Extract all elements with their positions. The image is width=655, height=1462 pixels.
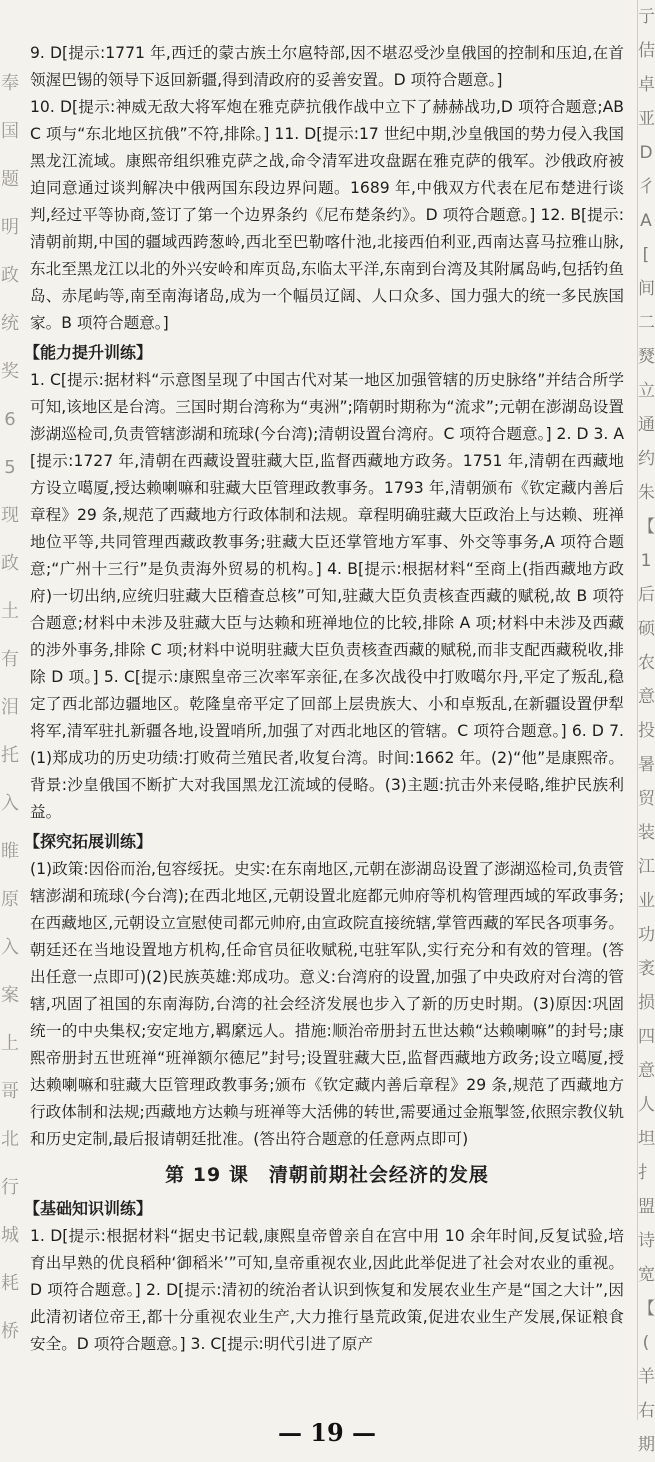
right-edge-char: 暑 [638,755,655,775]
right-edge-char: 通 [638,415,655,435]
right-edge-char: 扌 [638,1163,655,1183]
right-edge-char: 约 [638,449,655,469]
left-edge-char: 土 [1,601,19,622]
right-edge-char: 后 [638,585,655,605]
left-edge-char: 政 [1,553,19,574]
right-edge-char: 投 [638,721,655,741]
right-edge-char: 盟 [638,1197,655,1217]
right-edge-char: 贸 [638,789,655,809]
section-heading-basic: 【基础知识训练】 [24,1199,153,1218]
left-edge-char: 奉 [1,73,19,94]
right-edge-char: D [639,143,653,163]
right-page-edge [637,0,655,1455]
right-edge-char: 业 [638,891,655,911]
left-edge-char: 城 [1,1225,19,1246]
right-edge-char: [ [642,245,650,265]
left-edge-char: 耗 [1,1273,19,1294]
left-edge-char: 北 [1,1129,19,1150]
right-edge-char: 1 [640,551,652,571]
section-heading-ability: 【能力提升训练】 [24,343,153,362]
right-edge-char: 硕 [638,619,655,639]
right-edge-char: 损 [638,993,655,1013]
right-edge-char: 意 [638,1061,655,1081]
left-edge-char: 上 [1,1033,19,1054]
left-edge-char: 5 [4,457,16,478]
right-edge-char: 卓 [638,75,655,95]
section-explore-text: (1)政策:因俗而治,包容绥抚。史实:在东南地区,元朝在澎湖岛设置了澎湖巡检司,负责管辖澎湖和琉球(今台湾);在西北地区,元朝设置北庭都元帅府等机构管理西域的军政事务;在西藏地区,元朝设立宣慰使司都元帅府,由宣政院直接统辖,掌管西藏的军民各项事务。朝廷还在当地设置地方机构,任命官员征收赋税,屯驻军队,实行充分和有效的管理。(答出任意一点即可)(2)民族英雄:郑成功。意义:台湾府的设置,加强了中央政府对台湾的管辖,巩固了祖国的东南海防,台湾的社会经济发展也步入了新的历史时期。(3)原因:巩固统一的中央集权;安定地方,羁縻远人。措施:顺治帝册封五世达赖“达赖喇嘛”的封号;康熙帝册封五世班禅“班禅额尔德尼”封号;设置驻藏大臣,监督西藏地方政务;设立噶厦,授达赖喇嘛和驻藏大臣管理政教事务;颁布《钦定藏内善后章程》29 条,规范了西藏地方行政体制和法规;西藏地方达赖与班禅等大活佛的转世,需要通过金瓶掣签,依照宗教仪轨和历史定制,最后报请朝廷批准。(答出符合题意的任意两点即可) [30,860,624,1148]
left-edge-char: 有 [1,649,19,670]
left-page-edge [0,60,20,1400]
answer-paragraph-9: 9. D[提示:1771 年,西迁的蒙古族土尔扈特部,因不堪忍受沙皇俄国的控制和压迫,在首领渥巴锡的领导下返回新疆,得到清政府的妥善安置。D 项符合题意。] [30,44,624,89]
answer-paragraph-10-12: 10. D[提示:神威无敌大将军炮在雅克萨抗俄作战中立下了赫赫战功,D 项符合题意;ABC 项与“东北地区抗俄”不符,排除。] 11. D[提示:17 世纪中期,沙皇俄国的势力侵入我国黑龙江流域。康熙帝组织雅克萨之战,命令清军进攻盘踞在雅克萨的俄军。沙俄政府被迫同意通过谈判解决中俄两国东段边界问题。1689 年,中俄双方代表在尼布楚进行谈判,经过平等协商,签订了第一个边界条约《尼布楚条约》。D 项符合题意。] 12. B[提示:清朝前期,中国的疆域西跨葱岭,西北至巴勒喀什池,北接西伯利亚,西南达喜马拉雅山脉,东北至黑龙江以北的外兴安岭和库页岛,东临太平洋,东南到台湾及其附属岛屿,包括钓鱼岛、赤尾屿等,南至南海诸岛,成为一个幅员辽阔、人口众多、国力强大的统一多民族国家。B 项符合题意。] [30,98,624,332]
right-edge-char: 坦 [638,1129,655,1149]
left-edge-char: 政 [1,265,19,286]
right-edge-char: 宽 [638,1265,655,1285]
right-edge-char: ( [642,1333,650,1353]
left-edge-char: 入 [1,937,19,958]
right-edge-char: 立 [638,381,655,401]
right-edge-char: 二 [638,313,655,333]
answer-column [24,40,624,1420]
right-edge-char: 彳 [638,177,655,197]
left-edge-char: 原 [1,889,19,910]
right-edge-char: 佶 [638,41,655,61]
lesson-title: 第 19 课 清朝前期社会经济的发展 [165,1164,489,1186]
right-edge-char: 农 [638,653,655,673]
right-edge-char: 朱 [638,483,655,503]
left-edge-char: 行 [1,1177,19,1198]
right-edge-char: 右 [638,1401,655,1421]
section-basic-text: 1. D[提示:根据材料“据史书记载,康熙皇帝曾亲自在宫中用 10 余年时间,反复试验,培育出早熟的优良稻种‘御稻米’”可知,皇帝重视农业,因此此举促进了社会对农业的重视。D 项符合题意。] 2. D[提示:清初的统治者认识到恢复和发展农业生产是“国之大计”,因此清初诸位帝王,都十分重视农业生产,大力推行垦荒政策,促进农业生产发展,保证粮食安全。D 项符合题意。] 3. C[提示:明代引进了原产 [30,1227,624,1353]
right-edge-char: 间 [638,279,655,299]
section-heading-explore: 【探究拓展训练】 [24,832,153,851]
right-edge-char: 人 [638,1095,655,1115]
right-edge-char: 装 [638,823,655,843]
right-edge-char: 【 [638,517,655,537]
left-edge-char: 现 [1,505,19,526]
right-edge-char: 江 [638,857,655,877]
left-edge-char: 奖 [1,361,19,382]
right-edge-char: 亚 [638,109,655,129]
left-edge-char: 泪 [1,697,19,718]
left-edge-char: 国 [1,121,19,142]
right-edge-char: 亍 [638,7,655,27]
right-edge-char: 【 [638,1299,655,1319]
left-edge-char: 入 [1,793,19,814]
left-edge-char: 睢 [1,841,19,862]
right-edge-char: 袤 [638,959,655,979]
right-edge-char: 功 [638,925,655,945]
right-edge-char: 四 [638,1027,655,1047]
right-edge-char: 羊 [638,1367,655,1387]
left-edge-char: 统 [1,313,19,334]
right-edge-char: 意 [638,687,655,707]
section-ability-text: 1. C[提示:据材料“示意图呈现了中国古代对某一地区加强管辖的历史脉络”并结合所学可知,该地区是台湾。三国时期台湾称为“夷洲”;隋朝时期称为“流求”;元朝在澎湖岛设置澎湖巡检司,负责管辖澎湖和琉球(今台湾);清朝设置台湾府。C 项符合题意。] 2. D 3. A[提示:1727 年,清朝在西藏设置驻藏大臣,监督西藏地方政务。1751 年,清朝在西藏地方设立噶厦,授达赖喇嘛和驻藏大臣管理政教事务。1793 年,清朝颁布《钦定藏内善后章程》29 条,规范了西藏地方行政体制和法规。章程明确驻藏大臣政治上与达赖、班禅地位平等,共同管理西藏政教事务;驻藏大臣还掌管地方军事、外交等事务,A 项符合题意;“广州十三行”是负责海外贸易的机构。] 4. B[提示:根据材料“至商上(指西藏地方政府)一切出纳,应统归驻藏大臣稽查总核”可知,驻藏大臣负责核查西藏的赋税,故 B 项符合题意;材料中未涉及驻藏大臣与达赖和班禅地位的比较,排除 A 项;材料中未涉及西藏的涉外事务,排除 C 项;材料中说明驻藏大臣负责核查西藏的赋税,而非支配西藏税收,排除 D 项。] 5. C[提示:康熙皇帝三次率军亲征,在多次战役中打败噶尔丹,平定了叛乱,稳定了西北部边疆地区。乾隆皇帝平定了回部上层贵族大、小和卓叛乱,在新疆设置伊犁将军,清军驻扎新疆各地,设置哨所,加强了对西北地区的管辖。C 项符合题意。] 6. D 7. (1)郑成功的历史功绩:打败荷兰殖民者,收复台湾。时间:1662 年。(2)“他”是康熙帝。背景:沙皇俄国不断扩大对我国黑龙江流域的侵略。(3)主题:抗击外来侵略,维护民族利益。 [30,371,624,821]
right-edge-char: A [640,211,652,231]
right-edge-char: 期 [638,1435,655,1455]
left-edge-char: 托 [1,745,19,766]
left-edge-char: 桥 [1,1321,19,1342]
right-edge-char: 诗 [638,1231,655,1251]
page-number: — 19 — [277,1418,377,1447]
right-edge-char: 燹 [638,347,655,367]
left-edge-char: 题 [1,169,19,190]
left-edge-char: 6 [4,409,16,430]
left-edge-char: 哥 [1,1081,19,1102]
left-edge-char: 明 [1,217,19,238]
left-edge-char: 案 [1,985,19,1006]
